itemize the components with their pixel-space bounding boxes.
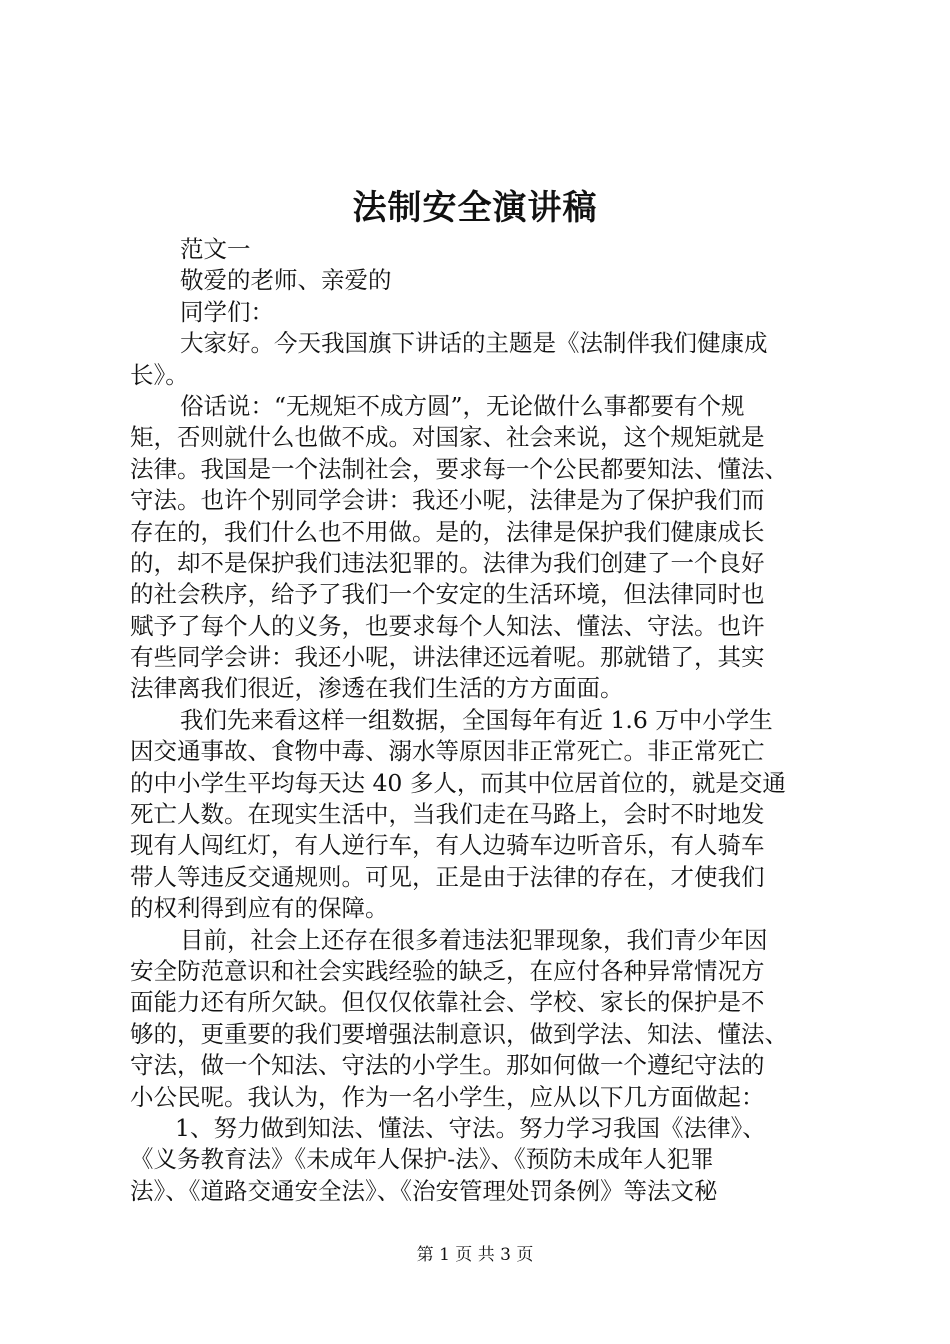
text-line: 目前，社会上还存在很多着违法犯罪现象，我们青少年因 [180,925,768,954]
text-line: 范文一 [180,235,251,263]
text-line: 的中小学生平均每天达 40 多人，而其中位居首位的，就是交通 [130,768,786,797]
text-line: 有些同学会讲：我还小呢，讲法律还远着呢。那就错了，其实 [130,643,765,672]
text-line: 法》、《道路交通安全法》、《治安管理处罚条例》等法文秘 [130,1176,718,1205]
text-line: 现有人闯红灯，有人逆行车，有人边骑车边听音乐，有人骑车 [130,831,765,860]
document-title: 法制安全演讲稿 [352,188,598,228]
text-line: 我们先来看这样一组数据，全国每年有近 1.6 万中小学生 [180,705,773,734]
text-line: 面能力还有所欠缺。但仅仅依靠社会、学校、家长的保护是不 [130,988,765,1017]
text-line: 法律。我国是一个法制社会，要求每一个公民都要知法、懂法、 [130,454,788,483]
text-line: 《义务教育法》《未成年人保护-法》、《预防未成年人犯罪 [130,1145,714,1174]
text-line: 同学们： [180,297,274,326]
text-line: 1、努力做到知法、懂法、守法。努力学习我国《法律》、 [175,1113,766,1142]
document-body [130,234,830,1207]
text-line: 大家好。今天我国旗下讲话的主题是《法制伴我们健康成 [180,329,768,358]
text-line: 长》。 [130,360,189,389]
text-line: 安全防范意识和社会实践经验的缺乏，在应付各种异常情况方 [130,956,765,985]
text-line: 的，却不是保护我们违法犯罪的。法律为我们创建了一个良好 [130,548,765,577]
text-line: 因交通事故、食物中毒、溺水等原因非正常死亡。非正常死亡 [130,737,765,766]
text-line: 小公民呢。我认为，作为一名小学生，应从以下几方面做起： [130,1082,765,1111]
text-line: 够的，更重要的我们要增强法制意识，做到学法、知法、懂法、 [130,1019,788,1048]
text-line: 的权利得到应有的保障。 [130,894,389,923]
text-line: 守法，做一个知法、守法的小学生。那如何做一个遵纪守法的 [130,1051,765,1080]
text-line: 矩，否则就什么也做不成。对国家、社会来说，这个规矩就是 [130,423,765,452]
text-line: 法律离我们很近，渗透在我们生活的方方面面。 [130,674,624,703]
text-line: 敬爱的老师、亲爱的 [180,266,392,295]
text-line: 俗话说：“无规矩不成方圆”，无论做什么事都要有个规 [180,391,745,420]
text-line: 赋予了每个人的义务，也要求每个人知法、懂法、守法。也许 [130,611,765,640]
text-line: 的社会秩序，给予了我们一个安定的生活环境，但法律同时也 [130,580,765,609]
text-line: 死亡人数。在现实生活中，当我们走在马路上，会时不时地发 [130,800,765,829]
text-line: 带人等违反交通规则。可见，正是由于法律的存在，才使我们 [130,862,765,891]
text-line: 存在的，我们什么也不用做。是的，法律是保护我们健康成长 [130,517,765,546]
page-number-footer: 第 1 页 共 3 页 [416,1245,534,1265]
text-line: 守法。也许个别同学会讲：我还小呢，法律是为了保护我们而 [130,486,765,515]
